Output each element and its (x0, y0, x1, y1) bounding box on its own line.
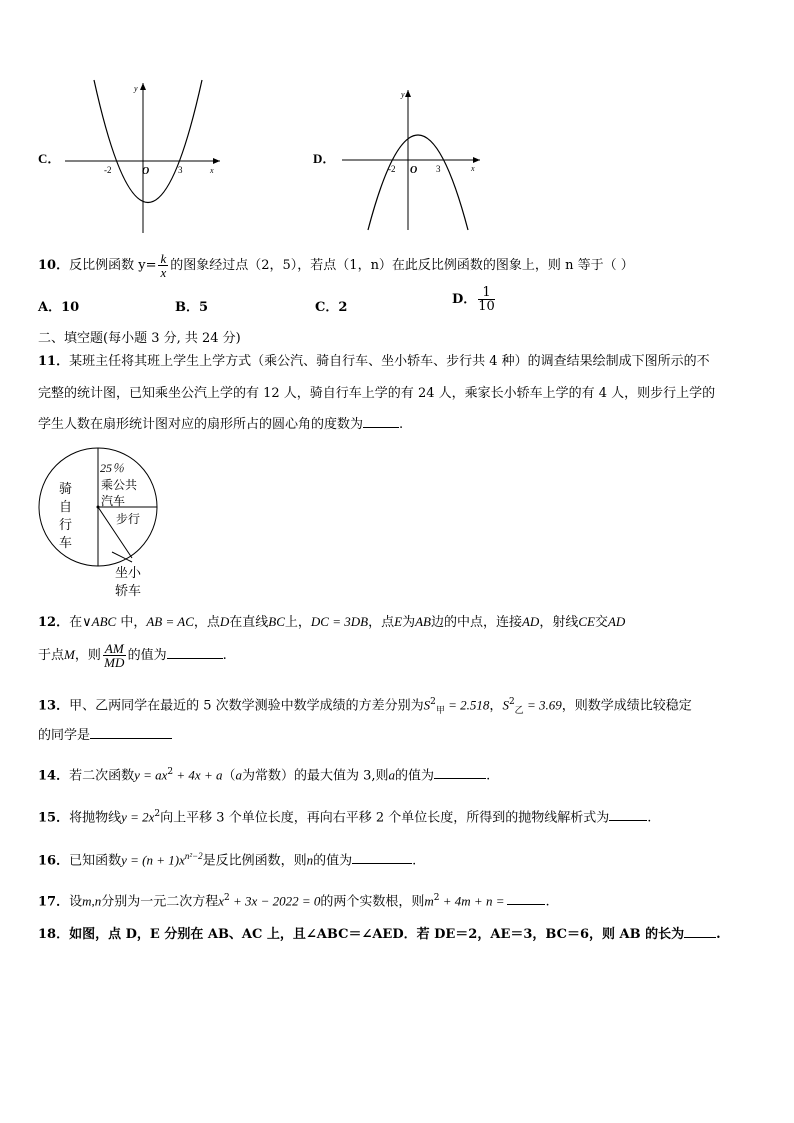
graph-d-tick-pos: 3 (436, 164, 441, 174)
graph-c-label: C． (38, 151, 61, 166)
graph-d-origin: O (410, 165, 418, 176)
graph-c-tick-neg: -2 (104, 165, 112, 175)
q10-fraction: $\frac{k}{x}$ (160, 251, 167, 280)
q10-option-d: D． $\frac{1}{10}$ (452, 285, 495, 314)
question-10 (38, 252, 754, 279)
section-heading: 二、填空题(每小题 3 分, 共 24 分) (38, 331, 241, 346)
q10-option-a: A．10 (38, 300, 80, 315)
answer-blank[interactable] (352, 851, 412, 864)
question-number: 10． (38, 258, 70, 273)
pie-label-car-1: 坐小 (115, 565, 142, 580)
graph-c-parabola (94, 80, 202, 203)
answer-blank[interactable] (434, 766, 486, 779)
pie-label-walk: 步行 (116, 512, 141, 526)
pie-label-pct: 25％ (100, 461, 125, 475)
graph-d (300, 85, 500, 235)
answer-blank[interactable] (167, 646, 223, 659)
question-13-line1: 13．甲、乙两同学在最近的 5 次数学测验中数学成绩的方差分别为$S^2_甲 = 2.518$，$S^2_乙 = 3.69$，则数学成绩比较稳定 (38, 697, 692, 716)
question-12-line1: 12．在∨ABC 中，AB = AC，点D在直线BC上，DC = 3DB，点E为AB边的中点，连接AD，射线CE交AD (38, 614, 626, 630)
question-11-line3: 学生人数在扇形统计图对应的扇形所占的圆心角的度数为 . (38, 417, 404, 432)
question-18: 18．如图，点 D，E 分别在 AB、AC 上，且∠ABC＝∠AED．若 DE＝2，AE＝3，BC＝6，则 AB 的长为 . (38, 927, 721, 942)
question-13-line2: 的同学是 (38, 726, 754, 746)
answer-blank[interactable] (363, 415, 399, 428)
q10-option-b: B．5 (175, 300, 209, 315)
answer-blank[interactable] (684, 925, 716, 938)
graph-d-parabola (368, 135, 468, 230)
graph-c-x-label: x (210, 166, 214, 175)
question-17: 17．设m,n分别为一元二次方程$x^2 + 3x - 2022 = 0$的两个实数根，则$m^2 + 4m + n$ = . (38, 893, 550, 910)
pie-chart (30, 445, 180, 605)
answer-blank[interactable] (507, 892, 545, 905)
question-14: 14．若二次函数$y = ax^2 + 4x + a(a$为常数）的最大值为 3,则a的值为 . (38, 767, 491, 784)
graph-c-origin: O (142, 166, 150, 177)
graph-c-y-label: y (134, 84, 138, 93)
pie-label-bike-3: 行 (59, 517, 73, 532)
q10-option-c: C．2 (315, 300, 348, 315)
pie-label-bike-4: 车 (59, 535, 73, 550)
question-11-line2: 完整的统计图，已知乘坐公汽上学的有 12 人，骑自行车上学的有 24 人，乘家长小轿车上学的有 4 人，则步行上学的 (38, 386, 716, 401)
graph-d-tick-neg: -2 (388, 164, 396, 174)
graph-c (0, 75, 240, 235)
graph-d-x-label: x (471, 164, 475, 173)
graph-c-tick-pos: 3 (178, 165, 183, 175)
answer-blank[interactable] (609, 808, 647, 821)
pie-label-car-2: 轿车 (115, 583, 142, 598)
graph-d-y-label: y (401, 90, 405, 99)
question-12-line2: 于点M，则 $\frac{AM}{MD}$ 的值为 . (38, 641, 227, 670)
question-16: 16．已知函数$y = (n + 1)x^{n^2-2}$是反比例函数，则n的值为 . (38, 851, 417, 869)
q10-text-a: 反比例函数 y= (69, 258, 157, 273)
pie-label-bus-1: 乘公共 (101, 478, 138, 492)
answer-blank[interactable] (90, 726, 172, 739)
q10-text-b: 的图象经过点（2，5），若点（1，n）在此反比例函数的图象上，则 n 等于（ ） (170, 258, 634, 273)
pie-label-bike-2: 自 (59, 499, 73, 514)
question-15: 15．将抛物线$y = 2x^2$向上平移 3 个单位长度，再向右平移 2 个单位长度，所得到的抛物线解析式为 . (38, 809, 652, 826)
graph-d-label: D． (313, 151, 336, 166)
pie-label-bus-2: 汽车 (101, 494, 126, 508)
question-11-line1: 11．某班主任将其班上学生上学方式（乘公汽、骑自行车、坐小轿车、步行共 4 种）的调查结果绘制成下图所示的不 (38, 354, 710, 369)
pie-label-bike-1: 骑 (59, 481, 73, 496)
